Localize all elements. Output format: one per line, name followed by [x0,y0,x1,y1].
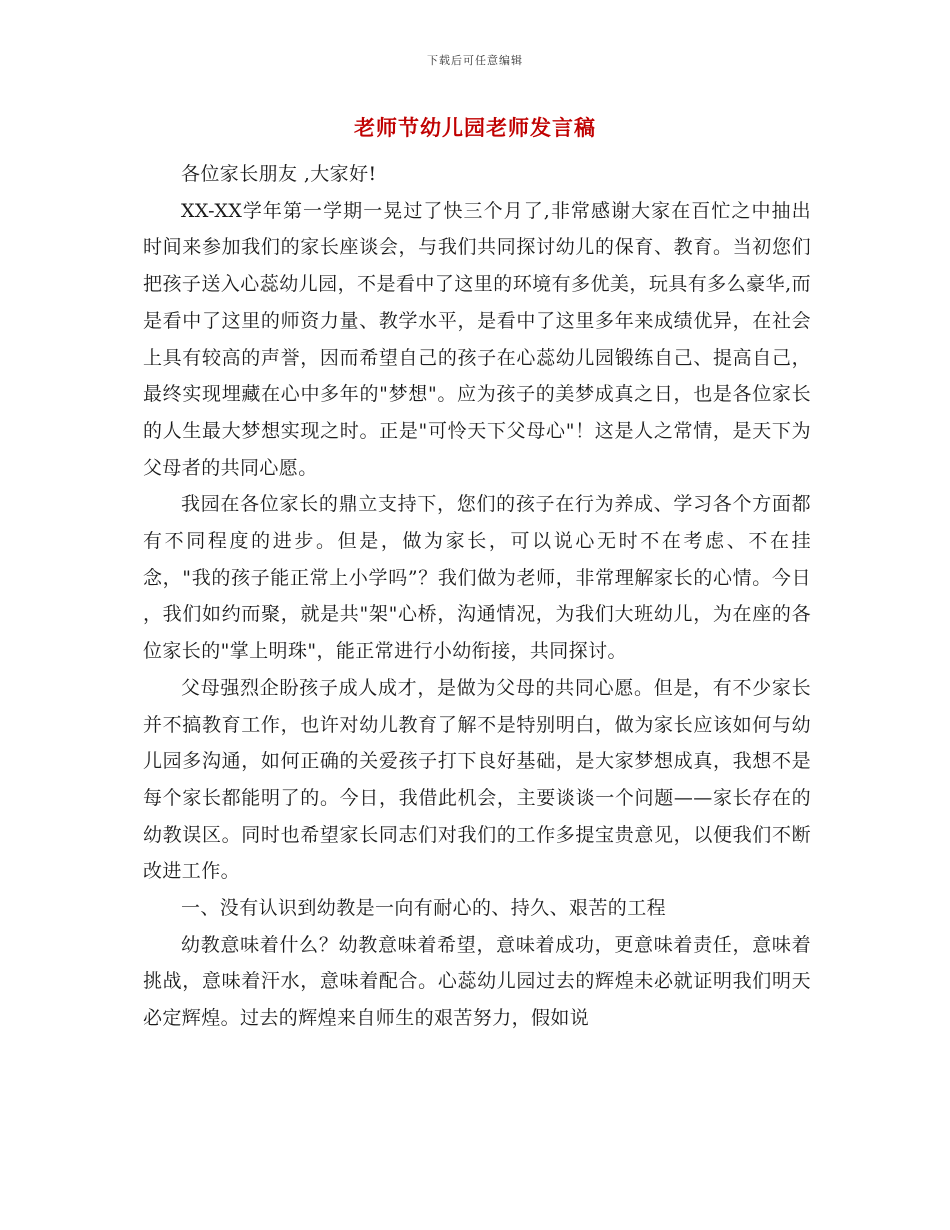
paragraph-greeting: 各位家长朋友 ,大家好! [181,163,377,185]
document-title: 老师节幼儿园老师发言稿 [354,115,596,140]
section-heading-1: 一、没有认识到幼教是一向有耐心的、持久、艰苦的工程 [181,897,667,920]
paragraph-4: 幼教意味着什么？幼教意味着希望，意味着成功，更意味着责任，意味着挑战，意味着汗水，意味着配合。心蕊幼儿园过去的辉煌未必就证明我们明天必定辉煌。过去的辉煌来自师生的艰苦努力，假如说 [143,933,811,1030]
document-body [143,156,811,1037]
paragraph-2: 我园在各位家长的鼎立支持下，您们的孩子在行为养成、学习各个方面都有不同程度的进步。但是，做为家长，可以说心无时不在考虑、不在挂念，"我的孩子能正常上小学吗”？我们做为老师，非常理解家长的心情。今日 ，我们如约而聚，就是共"架"心桥，沟通情况，为我们大班幼儿，为在座的各位家长的"掌上明珠"，能正常进行小幼衔接，共同探讨。 [143,493,811,663]
header-note: 下载后可任意编辑 [427,54,523,67]
paragraph-1: XX-XX学年第一学期一晃过了快三个月了,非常感谢大家在百忙之中抽出时间来参加我们的家长座谈会，与我们共同探讨幼儿的保育、教育。当初您们把孩子送入心蕊幼儿园，不是看中了这里的环境有多优美，玩具有多么豪华,而是看中了这里的师资力量、教学水平，是看中了这里多年来成绩优异，在社会上具有较高的声誉，因而希望自己的孩子在心蕊幼儿园锻练自己、提高自己，最终实现埋藏在心中多年的"梦想"。应为孩子的美梦成真之日，也是各位家长的人生最大梦想实现之时。正是"可怜天下父母心"！这是人之常情，是天下为父母者的共同心愿。 [143,199,811,479]
paragraph-3: 父母强烈企盼孩子成人成才，是做为父母的共同心愿。但是，有不少家长并不搞教育工作，也许对幼儿教育了解不是特别明白，做为家长应该如何与幼儿园多沟通，如何正确的关爱孩子打下良好基础，是大家梦想成真，我想不是每个家长都能明了的。今日，我借此机会，主要谈谈一个问题——家长存在的幼教误区。同时也希望家长同志们对我们的工作多提宝贵意见，以便我们不断改进工作。 [143,676,811,883]
